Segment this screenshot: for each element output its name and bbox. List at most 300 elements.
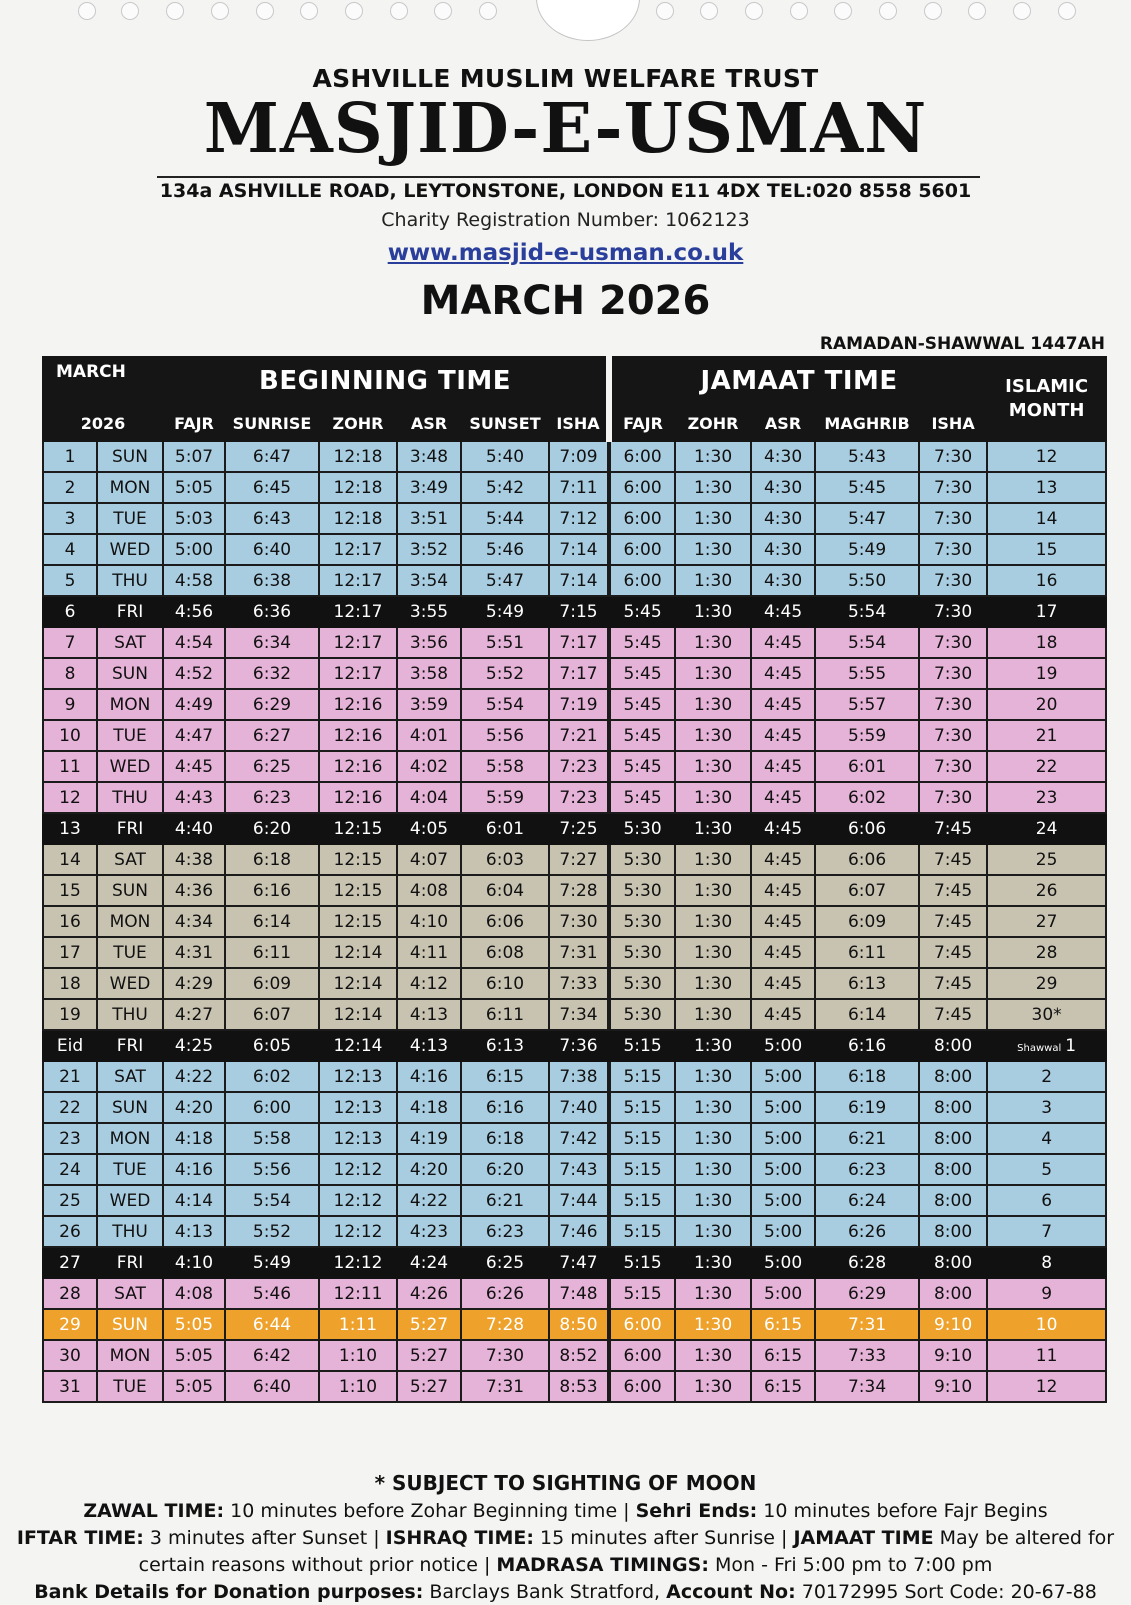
- begin-sunrise-cell: 5:56: [225, 1154, 319, 1185]
- begin-isha-cell: 7:42: [549, 1123, 609, 1154]
- binding-hole: [790, 2, 808, 20]
- begin-fajr-cell: 4:14: [163, 1185, 225, 1216]
- jamaat-isha-cell: 8:00: [919, 1030, 987, 1061]
- hijri-month-label: RAMADAN-SHAWWAL 1447AH: [819, 334, 1105, 354]
- begin-asr-cell: 3:51: [397, 503, 461, 534]
- begin-asr-cell: 3:52: [397, 534, 461, 565]
- day-cell: THU: [97, 999, 163, 1030]
- begin-isha-cell: 7:34: [549, 999, 609, 1030]
- jamaat-isha-cell: 7:30: [919, 720, 987, 751]
- date-cell: 18: [43, 968, 97, 999]
- begin-asr-cell: 5:27: [397, 1371, 461, 1402]
- day-cell: MON: [97, 1340, 163, 1371]
- begin-isha-cell: 7:14: [549, 565, 609, 596]
- begin-asr-cell: 4:10: [397, 906, 461, 937]
- begin-fajr-cell: 4:20: [163, 1092, 225, 1123]
- jamaat-fajr-cell: 5:15: [609, 1216, 675, 1247]
- jamaat-asr-cell: 5:00: [751, 1154, 815, 1185]
- table-row: [43, 782, 1106, 813]
- islamic-day-cell: 22: [987, 751, 1106, 782]
- jamaat-asr-cell: 4:45: [751, 968, 815, 999]
- day-cell: THU: [97, 565, 163, 596]
- jamaat-maghrib-cell: 6:29: [815, 1278, 919, 1309]
- begin-asr-cell: 5:27: [397, 1309, 461, 1340]
- jamaat-isha-cell: 7:30: [919, 751, 987, 782]
- day-cell: MON: [97, 689, 163, 720]
- table-row: [43, 1061, 1106, 1092]
- table-row: [43, 627, 1106, 658]
- begin-zohr-cell: 12:14: [319, 999, 397, 1030]
- begin-fajr-cell: 4:25: [163, 1030, 225, 1061]
- jamaat-zohr-cell: 1:30: [675, 441, 751, 472]
- islamic-day-cell: [987, 1030, 1106, 1061]
- hanging-notch: [536, 0, 640, 41]
- jamaat-isha-cell: 7:45: [919, 875, 987, 906]
- begin-asr-cell: 3:48: [397, 441, 461, 472]
- begin-asr-cell: 4:13: [397, 999, 461, 1030]
- islamic-day-cell: 17: [987, 596, 1106, 627]
- jamaat-zohr-cell: 1:30: [675, 1123, 751, 1154]
- iftar-text: 3 minutes after Sunset |: [149, 1527, 380, 1549]
- begin-isha-cell: 7:12: [549, 503, 609, 534]
- begin-sunset-cell: 6:20: [461, 1154, 549, 1185]
- begin-isha-cell: 7:28: [549, 875, 609, 906]
- begin-isha-cell: 7:44: [549, 1185, 609, 1216]
- islamic-day-cell: 12: [987, 441, 1106, 472]
- begin-asr-cell: 4:26: [397, 1278, 461, 1309]
- date-cell: Eid: [43, 1030, 97, 1061]
- begin-sunrise-cell: 6:45: [225, 472, 319, 503]
- day-cell: THU: [97, 782, 163, 813]
- begin-zohr-cell: 12:13: [319, 1123, 397, 1154]
- begin-asr-cell: 3:49: [397, 472, 461, 503]
- day-cell: WED: [97, 1185, 163, 1216]
- begin-sunset-cell: 6:03: [461, 844, 549, 875]
- begin-isha-cell: 7:17: [549, 627, 609, 658]
- table-row: [43, 503, 1106, 534]
- column-header: MAGHRIB: [815, 405, 919, 441]
- jamaat-fajr-cell: 5:45: [609, 782, 675, 813]
- begin-asr-cell: 4:24: [397, 1247, 461, 1278]
- begin-fajr-cell: 5:07: [163, 441, 225, 472]
- jamaat-isha-cell: 8:00: [919, 1123, 987, 1154]
- begin-sunrise-cell: 6:34: [225, 627, 319, 658]
- begin-sunrise-cell: 6:40: [225, 1371, 319, 1402]
- begin-isha-cell: 7:23: [549, 782, 609, 813]
- jamaat-maghrib-cell: 5:54: [815, 627, 919, 658]
- table-row: [43, 751, 1106, 782]
- table-row: [43, 844, 1106, 875]
- jamaat-isha-cell: 7:30: [919, 596, 987, 627]
- begin-sunset-cell: 5:42: [461, 472, 549, 503]
- begin-isha-cell: 8:53: [549, 1371, 609, 1402]
- jamaat-fajr-cell: 5:15: [609, 1278, 675, 1309]
- jamaat-zohr-cell: 1:30: [675, 1154, 751, 1185]
- binding-hole: [390, 2, 408, 20]
- islamic-day-cell: 16: [987, 565, 1106, 596]
- begin-zohr-cell: 12:16: [319, 782, 397, 813]
- sehri-label: Sehri Ends:: [635, 1500, 758, 1522]
- begin-isha-cell: 8:50: [549, 1309, 609, 1340]
- islamic-day-cell: 14: [987, 503, 1106, 534]
- day-cell: FRI: [97, 813, 163, 844]
- jamaat-maghrib-cell: 6:02: [815, 782, 919, 813]
- islamic-day-cell: 5: [987, 1154, 1106, 1185]
- table-row: [43, 875, 1106, 906]
- date-cell: 11: [43, 751, 97, 782]
- jamaat-maghrib-cell: 7:31: [815, 1309, 919, 1340]
- binding-hole: [745, 2, 763, 20]
- begin-sunrise-cell: 6:42: [225, 1340, 319, 1371]
- begin-zohr-cell: 12:12: [319, 1185, 397, 1216]
- day-cell: TUE: [97, 1371, 163, 1402]
- jamaat-maghrib-cell: 6:16: [815, 1030, 919, 1061]
- begin-isha-cell: 7:47: [549, 1247, 609, 1278]
- begin-zohr-cell: 12:12: [319, 1216, 397, 1247]
- jamaat-isha-cell: 8:00: [919, 1154, 987, 1185]
- jamaat-zohr-cell: 1:30: [675, 1371, 751, 1402]
- begin-fajr-cell: 5:05: [163, 472, 225, 503]
- date-cell: 14: [43, 844, 97, 875]
- jamaat-maghrib-cell: 6:06: [815, 844, 919, 875]
- month-header: MARCH: [43, 357, 163, 405]
- date-cell: 5: [43, 565, 97, 596]
- begin-zohr-cell: 12:18: [319, 441, 397, 472]
- jamaat-isha-cell: 7:45: [919, 999, 987, 1030]
- begin-sunset-cell: 6:21: [461, 1185, 549, 1216]
- begin-fajr-cell: 4:10: [163, 1247, 225, 1278]
- day-cell: SUN: [97, 1309, 163, 1340]
- jamaat-maghrib-cell: 5:57: [815, 689, 919, 720]
- islamic-day-cell: 29: [987, 968, 1106, 999]
- begin-fajr-cell: 5:05: [163, 1309, 225, 1340]
- table-row: [43, 1154, 1106, 1185]
- day-cell: MON: [97, 906, 163, 937]
- binding-hole: [166, 2, 184, 20]
- begin-sunrise-cell: 5:52: [225, 1216, 319, 1247]
- begin-zohr-cell: 12:13: [319, 1092, 397, 1123]
- date-cell: 27: [43, 1247, 97, 1278]
- column-header: SUNRISE: [225, 405, 319, 441]
- table-row: [43, 1216, 1106, 1247]
- begin-zohr-cell: 1:10: [319, 1340, 397, 1371]
- day-cell: FRI: [97, 1030, 163, 1061]
- bank-label: Bank Details for Donation purposes:: [34, 1581, 424, 1603]
- jamaat-zohr-cell: 1:30: [675, 689, 751, 720]
- begin-sunrise-cell: 6:00: [225, 1092, 319, 1123]
- day-cell: SAT: [97, 844, 163, 875]
- begin-sunrise-cell: 6:25: [225, 751, 319, 782]
- begin-sunset-cell: 6:18: [461, 1123, 549, 1154]
- jamaat-asr-cell: 4:45: [751, 906, 815, 937]
- begin-asr-cell: 3:59: [397, 689, 461, 720]
- binding-hole: [479, 2, 497, 20]
- begin-zohr-cell: 12:17: [319, 596, 397, 627]
- date-cell: 29: [43, 1309, 97, 1340]
- shawwal-label: Shawwal: [1017, 1042, 1062, 1054]
- jamaat-maghrib-cell: 6:24: [815, 1185, 919, 1216]
- jamaat-zohr-cell: 1:30: [675, 503, 751, 534]
- islamic-day-cell: 24: [987, 813, 1106, 844]
- date-cell: 24: [43, 1154, 97, 1185]
- begin-sunset-cell: 7:30: [461, 1340, 549, 1371]
- jamaat-isha-cell: 9:10: [919, 1371, 987, 1402]
- begin-sunrise-cell: 6:05: [225, 1030, 319, 1061]
- jamaat-asr-cell: 5:00: [751, 1216, 815, 1247]
- jamaat-maghrib-cell: 6:19: [815, 1092, 919, 1123]
- begin-asr-cell: 5:27: [397, 1340, 461, 1371]
- date-cell: 4: [43, 534, 97, 565]
- begin-isha-cell: 7:48: [549, 1278, 609, 1309]
- date-cell: 12: [43, 782, 97, 813]
- begin-fajr-cell: 5:05: [163, 1340, 225, 1371]
- begin-sunset-cell: 6:16: [461, 1092, 549, 1123]
- jamaat-maghrib-cell: 6:14: [815, 999, 919, 1030]
- jamaat-asr-cell: 4:45: [751, 813, 815, 844]
- islamic-day-cell: 15: [987, 534, 1106, 565]
- jamaat-zohr-cell: 1:30: [675, 658, 751, 689]
- day-cell: FRI: [97, 596, 163, 627]
- jamaat-asr-cell: 4:45: [751, 689, 815, 720]
- jamaat-maghrib-cell: 6:07: [815, 875, 919, 906]
- begin-fajr-cell: 4:27: [163, 999, 225, 1030]
- islamic-day-cell: 3: [987, 1092, 1106, 1123]
- jamaat-isha-cell: 8:00: [919, 1216, 987, 1247]
- begin-zohr-cell: 12:15: [319, 906, 397, 937]
- begin-asr-cell: 4:01: [397, 720, 461, 751]
- islamic-day-cell: 27: [987, 906, 1106, 937]
- address-line: 134a ASHVILLE ROAD, LEYTONSTONE, LONDON E11 4DX TEL:020 8558 5601: [159, 180, 972, 202]
- charity-number: Charity Registration Number: 1062123: [381, 209, 750, 231]
- jamaat-isha-cell: 8:00: [919, 1185, 987, 1216]
- jamaat-isha-cell: 7:30: [919, 658, 987, 689]
- begin-isha-cell: 7:09: [549, 441, 609, 472]
- begin-fajr-cell: 5:05: [163, 1371, 225, 1402]
- jamaat-zohr-cell: 1:30: [675, 472, 751, 503]
- islamic-day-cell: 25: [987, 844, 1106, 875]
- jamaat-maghrib-cell: 7:33: [815, 1340, 919, 1371]
- begin-fajr-cell: 4:08: [163, 1278, 225, 1309]
- begin-zohr-cell: 1:10: [319, 1371, 397, 1402]
- jamaat-maghrib-cell: 6:26: [815, 1216, 919, 1247]
- day-cell: SUN: [97, 441, 163, 472]
- binding-hole: [924, 2, 942, 20]
- binding-hole: [656, 2, 674, 20]
- binding-hole: [879, 2, 897, 20]
- date-cell: 28: [43, 1278, 97, 1309]
- year-header: 2026: [43, 405, 163, 441]
- jamaat-fajr-cell: 5:15: [609, 1247, 675, 1278]
- jamaat-asr-cell: 5:00: [751, 1185, 815, 1216]
- jamaat-maghrib-cell: 5:59: [815, 720, 919, 751]
- jamaat-isha-cell: 7:30: [919, 503, 987, 534]
- begin-fajr-cell: 4:58: [163, 565, 225, 596]
- jamaat-fajr-cell: 5:30: [609, 813, 675, 844]
- date-cell: 17: [43, 937, 97, 968]
- day-cell: WED: [97, 534, 163, 565]
- begin-sunrise-cell: 6:20: [225, 813, 319, 844]
- begin-fajr-cell: 4:18: [163, 1123, 225, 1154]
- jamaat-maghrib-cell: 6:21: [815, 1123, 919, 1154]
- madrasa-label: MADRASA TIMINGS:: [496, 1554, 709, 1576]
- jamaat-fajr-cell: 5:30: [609, 875, 675, 906]
- jamaat-fajr-cell: 6:00: [609, 441, 675, 472]
- ishraq-label: ISHRAQ TIME:: [385, 1527, 534, 1549]
- jamaat-isha-cell: 7:45: [919, 813, 987, 844]
- jamaat-maghrib-cell: 5:54: [815, 596, 919, 627]
- begin-zohr-cell: 12:17: [319, 658, 397, 689]
- jamaat-isha-cell: 7:30: [919, 472, 987, 503]
- trust-name: ASHVILLE MUSLIM WELFARE TRUST: [312, 64, 819, 93]
- begin-isha-cell: 7:36: [549, 1030, 609, 1061]
- table-row: [43, 968, 1106, 999]
- begin-sunset-cell: 6:11: [461, 999, 549, 1030]
- jamaat-isha-cell: 7:30: [919, 627, 987, 658]
- begin-fajr-cell: 4:47: [163, 720, 225, 751]
- jamaat-zohr-cell: 1:30: [675, 968, 751, 999]
- begin-zohr-cell: 12:15: [319, 813, 397, 844]
- date-cell: 3: [43, 503, 97, 534]
- islamic-day-value: 1: [1065, 1035, 1077, 1056]
- jamaat-isha-cell: 8:00: [919, 1092, 987, 1123]
- jamaat-isha-cell: 8:00: [919, 1278, 987, 1309]
- jamaat-asr-cell: 5:00: [751, 1247, 815, 1278]
- date-cell: 9: [43, 689, 97, 720]
- jamaat-maghrib-cell: 6:23: [815, 1154, 919, 1185]
- ishraq-text: 15 minutes after Sunrise |: [540, 1527, 788, 1549]
- jamaat-asr-cell: 4:45: [751, 844, 815, 875]
- islamic-day-cell: 23: [987, 782, 1106, 813]
- jamaat-fajr-cell: 5:15: [609, 1154, 675, 1185]
- jamaat-asr-cell: 5:00: [751, 1061, 815, 1092]
- begin-fajr-cell: 4:40: [163, 813, 225, 844]
- jamaat-fajr-cell: 5:45: [609, 596, 675, 627]
- moon-note: * SUBJECT TO SIGHTING OF MOON: [374, 1471, 757, 1495]
- begin-fajr-cell: 4:31: [163, 937, 225, 968]
- jamaat-fajr-cell: 5:30: [609, 937, 675, 968]
- month-title: MARCH 2026: [420, 278, 711, 324]
- title-rule: [157, 176, 980, 178]
- begin-sunset-cell: 6:23: [461, 1216, 549, 1247]
- table-row: [43, 658, 1106, 689]
- islamic-day-cell: 30*: [987, 999, 1106, 1030]
- day-cell: SUN: [97, 875, 163, 906]
- prayer-timetable: [42, 356, 1105, 1403]
- begin-zohr-cell: 12:15: [319, 875, 397, 906]
- begin-isha-cell: 7:17: [549, 658, 609, 689]
- jamaat-asr-cell: 6:15: [751, 1340, 815, 1371]
- jamaat-zohr-cell: 1:30: [675, 906, 751, 937]
- begin-sunset-cell: 5:44: [461, 503, 549, 534]
- begin-sunrise-cell: 6:16: [225, 875, 319, 906]
- begin-sunset-cell: 6:06: [461, 906, 549, 937]
- islamic-day-cell: 19: [987, 658, 1106, 689]
- jamaat-fajr-cell: 5:30: [609, 999, 675, 1030]
- date-cell: 6: [43, 596, 97, 627]
- table-row: [43, 689, 1106, 720]
- day-cell: SUN: [97, 658, 163, 689]
- jamaat-fajr-cell: 6:00: [609, 565, 675, 596]
- table-row: [43, 906, 1106, 937]
- jamaat-asr-cell: 5:00: [751, 1278, 815, 1309]
- begin-sunrise-cell: 6:38: [225, 565, 319, 596]
- jamaat-zohr-cell: 1:30: [675, 1185, 751, 1216]
- jamaat-zohr-cell: 1:30: [675, 782, 751, 813]
- website-link[interactable]: www.masjid-e-usman.co.uk: [387, 240, 744, 266]
- date-cell: 10: [43, 720, 97, 751]
- jamaat-fajr-cell: 5:30: [609, 906, 675, 937]
- begin-asr-cell: 3:55: [397, 596, 461, 627]
- begin-sunset-cell: 7:31: [461, 1371, 549, 1402]
- date-cell: 7: [43, 627, 97, 658]
- begin-zohr-cell: 1:11: [319, 1309, 397, 1340]
- binding-hole: [834, 2, 852, 20]
- footer-line-2: [0, 1525, 1131, 1551]
- jamaat-fajr-cell: 5:30: [609, 968, 675, 999]
- footer-line-1: [0, 1498, 1131, 1524]
- begin-zohr-cell: 12:12: [319, 1247, 397, 1278]
- jamaat-fajr-cell: 5:45: [609, 720, 675, 751]
- begin-fajr-cell: 4:45: [163, 751, 225, 782]
- zawal-text: 10 minutes before Zohar Beginning time |: [230, 1500, 630, 1522]
- jamaat-zohr-cell: 1:30: [675, 1092, 751, 1123]
- begin-fajr-cell: 4:38: [163, 844, 225, 875]
- islamic-day-cell: 12: [987, 1371, 1106, 1402]
- jamaat-zohr-cell: 1:30: [675, 813, 751, 844]
- begin-sunset-cell: 6:10: [461, 968, 549, 999]
- islamic-day-cell: 18: [987, 627, 1106, 658]
- begin-isha-cell: 7:43: [549, 1154, 609, 1185]
- jamaat-fajr-cell: 5:45: [609, 658, 675, 689]
- begin-sunrise-cell: 6:14: [225, 906, 319, 937]
- begin-fajr-cell: 4:29: [163, 968, 225, 999]
- column-header: SUNSET: [461, 405, 549, 441]
- begin-isha-cell: 7:19: [549, 689, 609, 720]
- begin-asr-cell: 4:20: [397, 1154, 461, 1185]
- binding-hole: [1058, 2, 1076, 20]
- begin-zohr-cell: 12:14: [319, 937, 397, 968]
- begin-sunset-cell: 6:25: [461, 1247, 549, 1278]
- begin-isha-cell: 7:31: [549, 937, 609, 968]
- begin-isha-cell: 7:38: [549, 1061, 609, 1092]
- begin-asr-cell: 4:08: [397, 875, 461, 906]
- date-cell: 19: [43, 999, 97, 1030]
- jamaat-asr-cell: 4:30: [751, 441, 815, 472]
- islamic-day-cell: 2: [987, 1061, 1106, 1092]
- jamaat-isha-cell: 7:45: [919, 844, 987, 875]
- jamaat-asr-cell: 4:30: [751, 503, 815, 534]
- jamaat-zohr-cell: 1:30: [675, 937, 751, 968]
- jamaat-asr-cell: 4:45: [751, 999, 815, 1030]
- day-cell: SAT: [97, 627, 163, 658]
- begin-fajr-cell: 4:43: [163, 782, 225, 813]
- table-row: [43, 1247, 1106, 1278]
- jamaat-time-header: JAMAAT TIME: [609, 357, 987, 405]
- madrasa-text: Mon - Fri 5:00 pm to 7:00 pm: [714, 1554, 993, 1576]
- begin-sunset-cell: 7:28: [461, 1309, 549, 1340]
- date-cell: 26: [43, 1216, 97, 1247]
- table-row: [43, 596, 1106, 627]
- jamaat-isha-cell: 7:30: [919, 534, 987, 565]
- islamic-day-cell: 9: [987, 1278, 1106, 1309]
- jamaat-zohr-cell: 1:30: [675, 751, 751, 782]
- jamaat-isha-cell: 7:45: [919, 968, 987, 999]
- day-cell: FRI: [97, 1247, 163, 1278]
- binding-hole: [434, 2, 452, 20]
- jamaat-fajr-cell: 5:15: [609, 1092, 675, 1123]
- table-row: [43, 1185, 1106, 1216]
- jamaat-fajr-cell: 5:45: [609, 627, 675, 658]
